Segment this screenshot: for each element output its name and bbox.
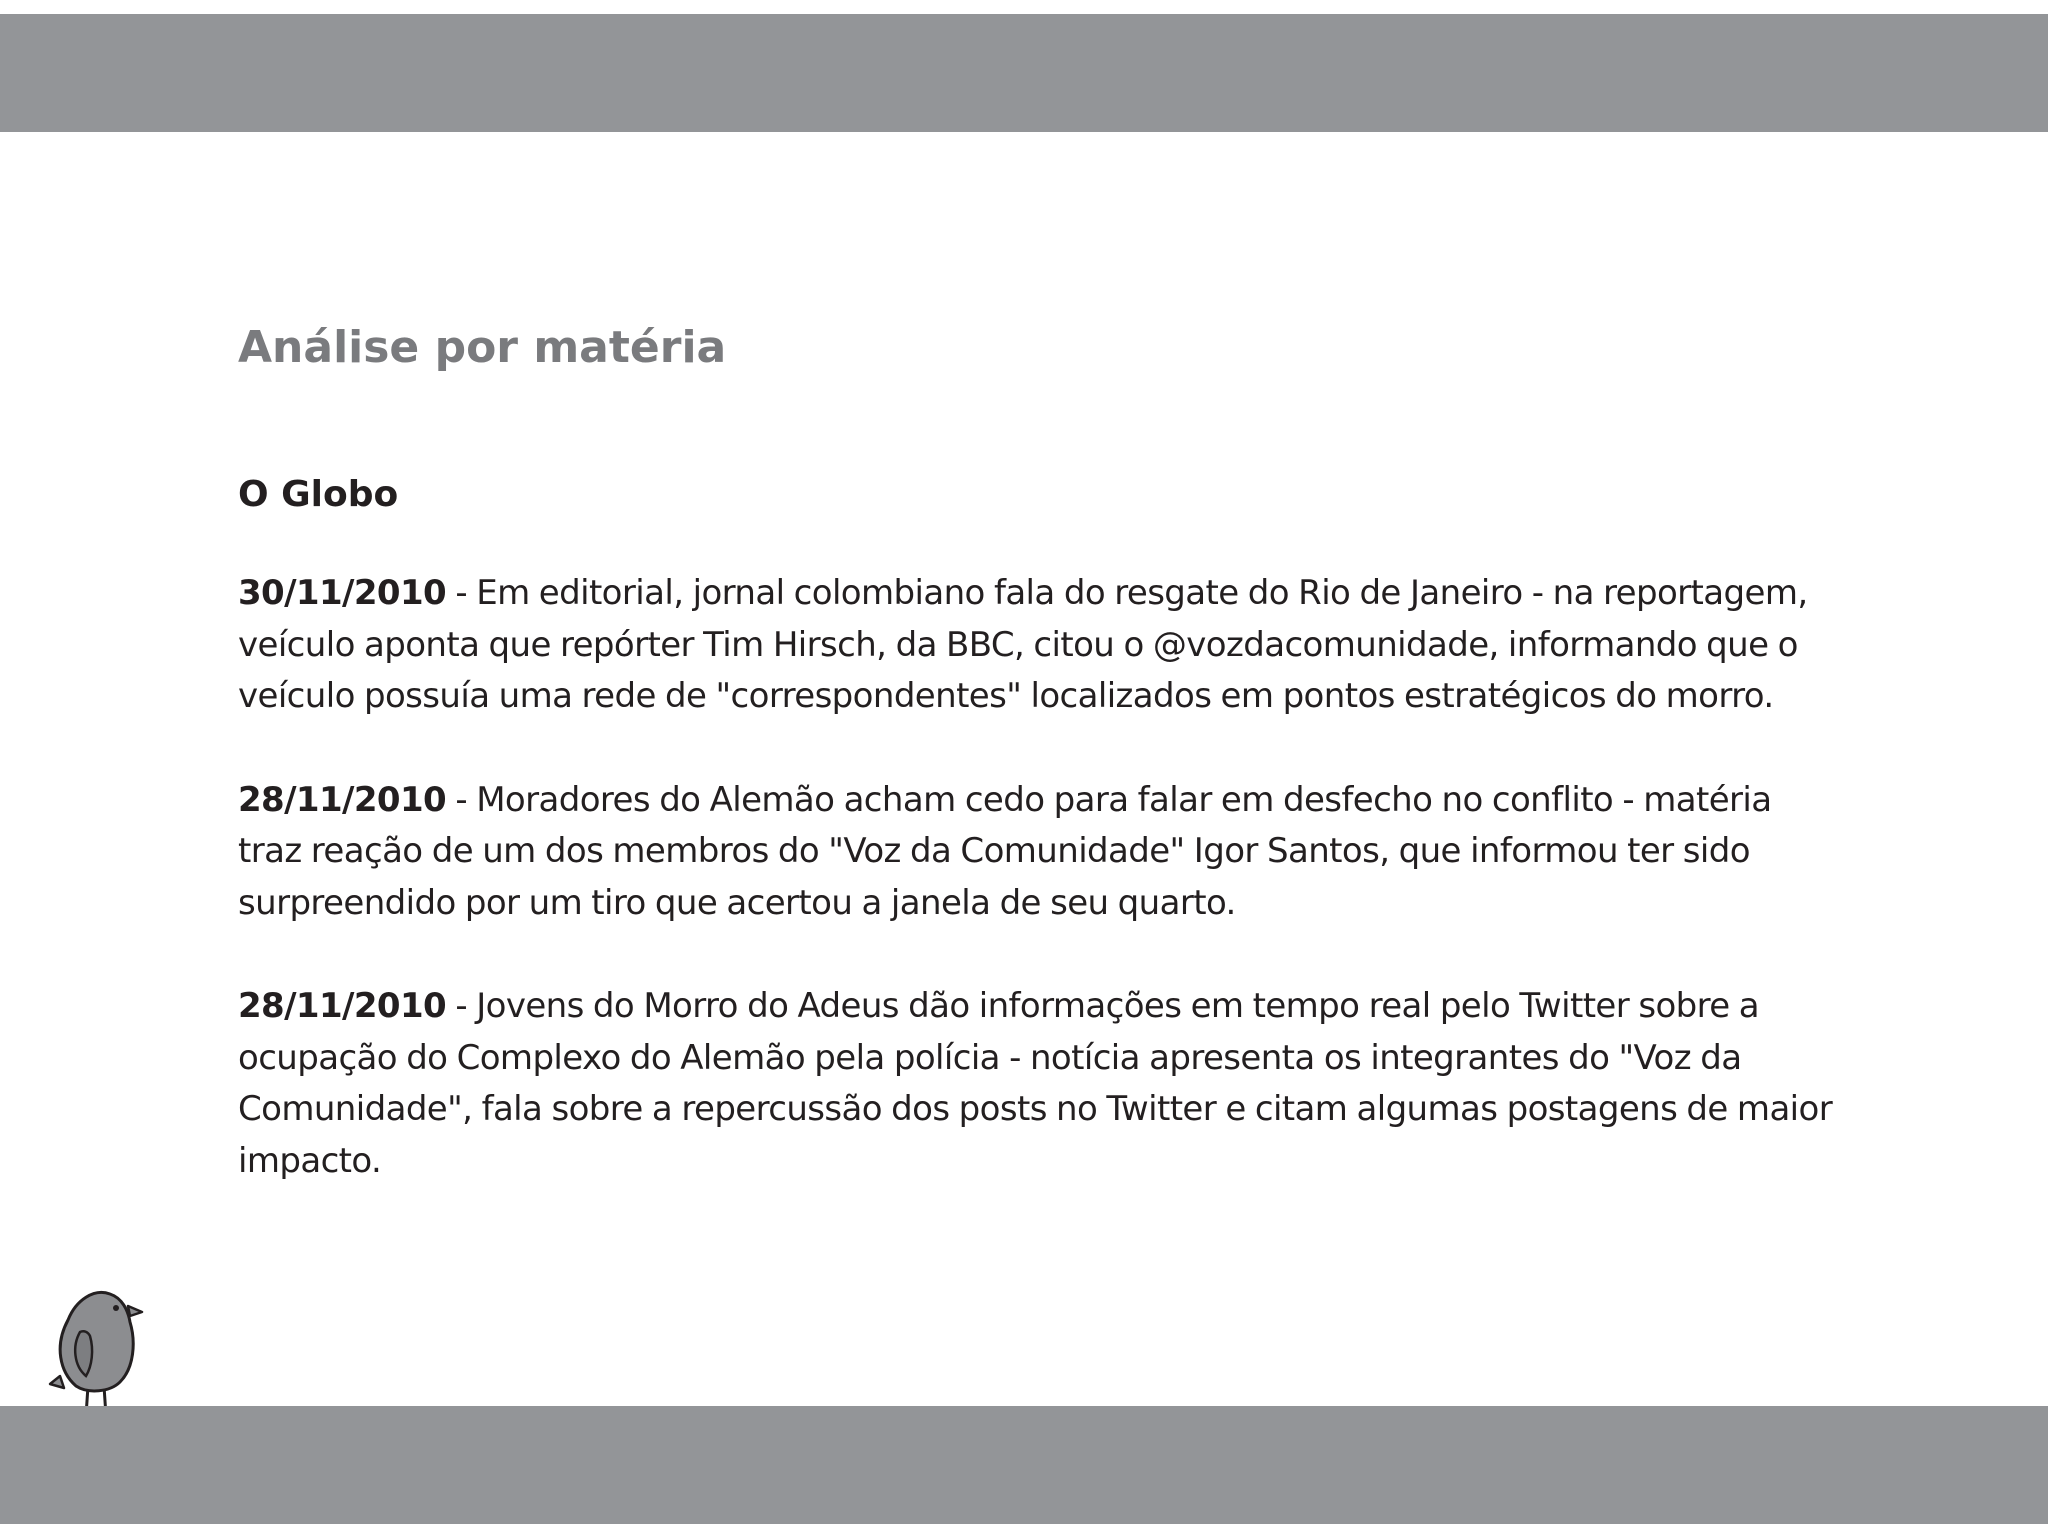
entry-text: - Moradores do Alemão acham cedo para falar em desfecho no conflito - matéria traz reação de um dos membros do "Voz da Comunidade" Igor Santos, que informou ter sido surpreendido por um tiro que acertou a janela de seu quarto.: [238, 779, 1772, 923]
news-entry: [238, 981, 1838, 1187]
news-entry: [238, 568, 1838, 723]
entry-date: 28/11/2010: [238, 986, 447, 1026]
bottom-band: [0, 1406, 2048, 1524]
entry-text: - Em editorial, jornal colombiano fala do resgate do Rio de Janeiro - na reportagem, veículo aponta que repórter Tim Hirsch, da BBC, citou o @vozdacomunidade, informando que o veículo possuía uma rede de "correspondentes" localizados em pontos estratégicos do morro.: [238, 573, 1808, 716]
document-body: [238, 318, 1838, 1187]
outlet-title: O Globo: [238, 474, 399, 515]
top-band: [0, 14, 2048, 132]
entry-date: 30/11/2010: [238, 573, 447, 613]
entry-text: - Jovens do Morro do Adeus dão informações em tempo real pelo Twitter sobre a ocupação do Complexo do Alemão pela polícia - notícia apresenta os integrantes do "Voz da Comunidade", fala sobre a repercussão dos posts no Twitter e citam algumas postagens de maior impacto.: [238, 986, 1833, 1181]
section-title: Análise por matéria: [238, 322, 727, 373]
entry-date: 28/11/2010: [238, 779, 447, 820]
news-entry: [238, 775, 1838, 930]
bird-icon: [46, 1276, 146, 1426]
